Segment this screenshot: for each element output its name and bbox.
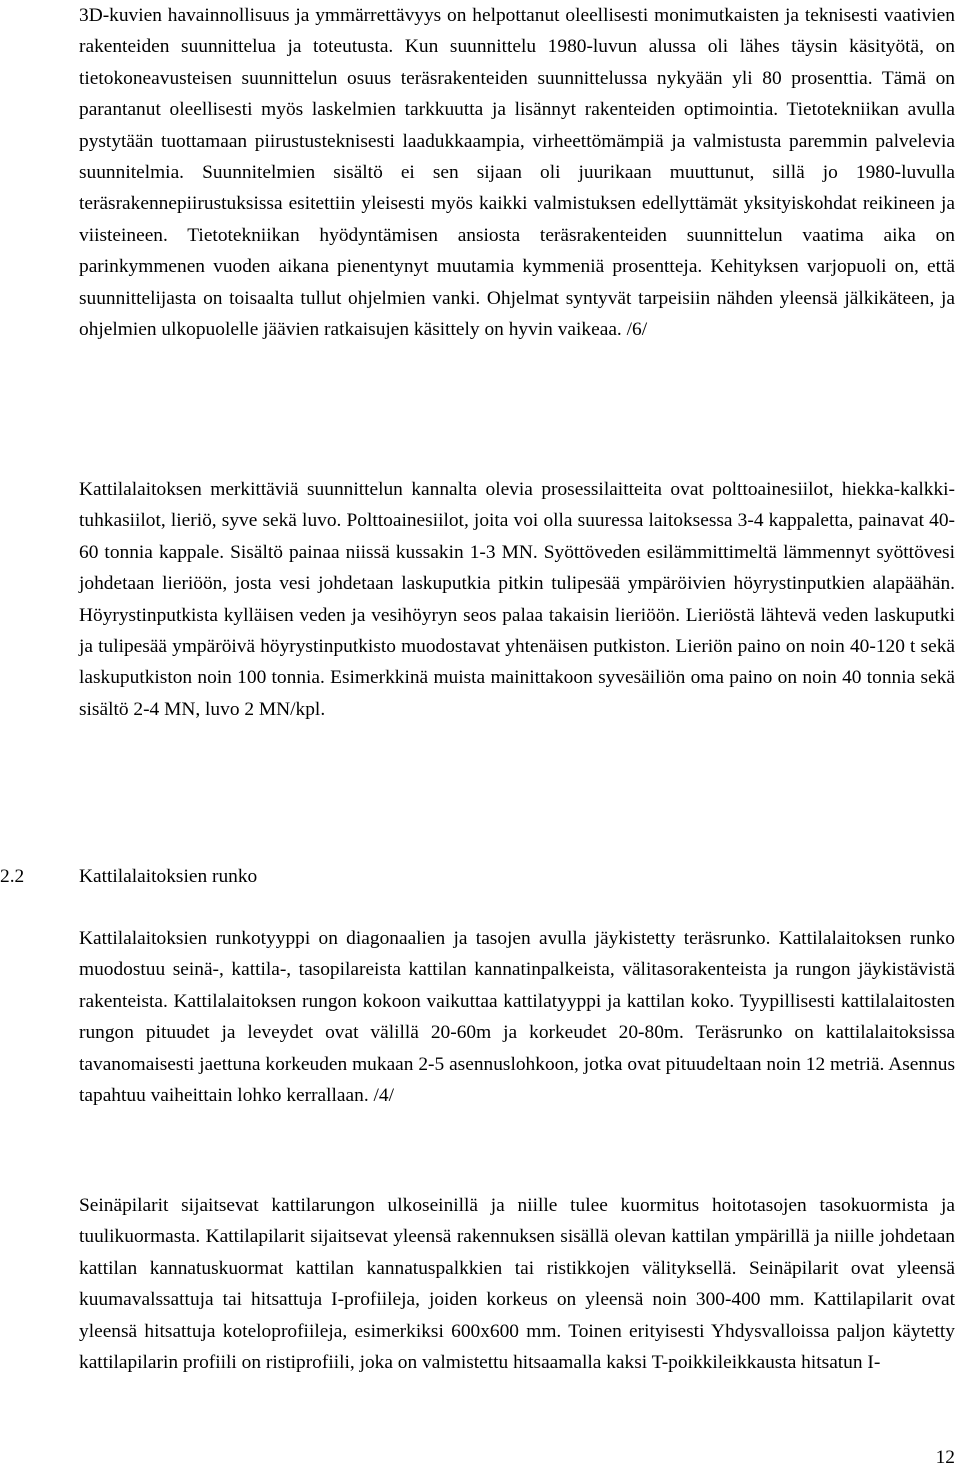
paragraph-process-equipment: Kattilalaitoksen merkittäviä suunnittelun kannalta olevia prosessilaitteita ovat polttoainesiilot, hiekka-kalkki-tuhkasiilot, lieriö, syve sekä luvo. Polttoainesiilot, joita voi olla suuressa laitoksessa 3-4 kappaletta, painavat 40-60 tonnia kappale. Sisältö painaa niissä kussakin 1-3 MN. Syöttöveden esilämmittimeltä lämmennyt syöttövesi johdetaan lieriöön, josta vesi johdetaan laskuputkia pitkin tulipesää ympäröivien höyrystinputkien alapäähän. Höyrystinputkista kylläisen veden ja vesihöyryn seos palaa takaisin lieriöön. Lieriöstä lähtevä veden laskuputki ja tulipesää ympäröivä höyrystinputkisto muodostavat yhtenäisen putkiston. Lieriön paino on noin 40-120 t sekä laskuputkiston noin 100 tonnia. Esimerkkinä muista mainittakoon syvesäiliön oma paino on noin 40 tonnia sekä sisältö 2-4 MN, luvo 2 MN/kpl. (79, 479, 955, 720)
page-number: 12 (935, 1447, 955, 1468)
paragraph-columns: Seinäpilarit sijaitsevat kattilarungon ulkoseinillä ja niille tulee kuormitus hoitotasojen tasokuormista ja tuulikuormasta. Kattilapilarit sijaitsevat yleensä rakennuksen sisällä olevan kattilan ympärillä ja niille johdetaan kattilan kannatuskuormat kattilan kannatuspalkkien tai ristikkojen välityksellä. Seinäpilarit ovat yleensä kuumavalssattuja tai hitsattuja I-profiileja, joiden korkeus on yleensä noin 300-400 mm. Kattilapilarit ovat yleensä hitsattuja koteloprofiileja, esimerkiksi 600x600 mm. Toinen erityisesti Yhdysvalloissa paljon käytetty kattilapilarin profiili on ristiprofiili, joka on valmistettu hitsaamalla kaksi T-poikkileikkausta hitsatun I- (79, 1195, 955, 1374)
section-title: Kattilalaitoksien runko (79, 866, 258, 887)
paragraph-frame-type: Kattilalaitoksien runkotyyppi on diagonaalien ja tasojen avulla jäykistetty teräsrunko. Kattilalaitoksen runko muodostuu seinä-, kattila-, tasopilareista kattilan kannatinpalkeista, välitasorakenteista ja rungon jäykistävistä rakenteista. Kattilalaitoksen rungon kokoon vaikuttaa kattilatyyppi ja kattilan koko. Tyypillisesti kattilalaitosten rungon pituudet ja leveydet ovat välillä 20-60m ja korkeudet 20-80m. Teräsrunko on kattilalaitoksissa tavanomaisesti jaettuna korkeuden mukaan 2-5 asennuslohkoon, jotka ovat pituudeltaan noin 12 metriä. Asennus tapahtuu vaiheittain lohko kerrallaan. /4/ (79, 928, 955, 1107)
paragraph-cad-design: 3D-kuvien havainnollisuus ja ymmärrettävyys on helpottanut oleellisesti monimutkaisten ja teknisesti vaativien rakenteiden suunnittelua ja toteutusta. Kun suunnittelu 1980-luvun alussa oli lähes täysin käsityötä, on tietokoneavusteisen suunnittelun osuus teräsrakenteiden suunnittelussa nykyään yli 80 prosenttia. Tämä on parantanut oleellisesti myös laskelmien tarkkuutta ja lisännyt rakenteiden optimointia. Tietotekniikan avulla pystytään tuottamaan piirustusteknisesti laadukkaampia, virheettömämpiä ja valmistusta paremmin palvelevia suunnitelmia. Suunnitelmien sisältö ei sen sijaan oli juurikaan muuttunut, sillä jo 1980-luvulla teräsrakennepiirustuksissa esitettiin yleisesti myös kaikki valmistuksen edellyttämät yksityiskohdat reikineen ja viisteineen. Tietotekniikan hyödyntämisen ansiosta teräsrakenteiden suunnittelun vaatima aika on parinkymmenen vuoden aikana pienentynyt muutamia kymmeniä prosentteja. Kehityksen varjopuoli on, että suunnittelijasta on toisaalta tullut ohjelmien vanki. Ohjelmat syntyvät tarpeisiin nähden yleensä jälkikäteen, ja ohjelmien ulkopuolelle jäävien ratkaisujen käsittely on hyvin vaikeaa. /6/ (79, 5, 955, 341)
section-number: 2.2 (0, 866, 25, 887)
